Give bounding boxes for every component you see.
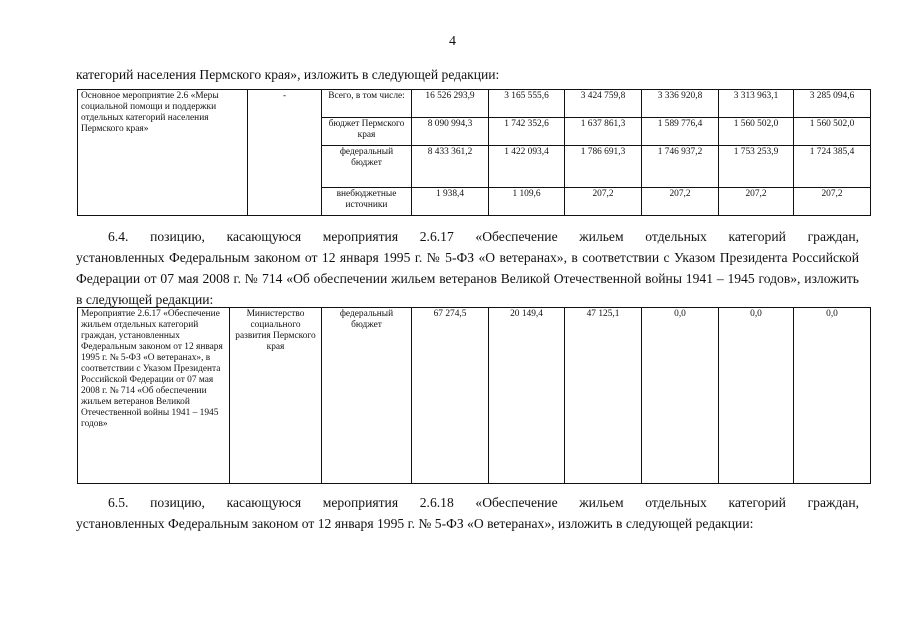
- source-cell: федеральный бюджет: [322, 308, 412, 484]
- value-cell: 1 422 093,4: [489, 146, 565, 188]
- value-cell: 47 125,1: [565, 308, 642, 484]
- value-cell: 207,2: [565, 188, 642, 216]
- value-cell: 1 589 776,4: [642, 118, 719, 146]
- funding-table-2-6-17: [77, 307, 871, 484]
- value-cell: 1 753 253,9: [719, 146, 794, 188]
- value-cell: 20 149,4: [489, 308, 565, 484]
- paragraph-6-4-rest: установленных Федеральным законом от 12 января 1995 г. № 5-ФЗ «О ветеранах», в соответствии с Указом Президента Российской Федерации от 07 мая 2008 г. № 714 «Об обеспечении жильем ветеранов Великой Отечественной войны 1941 – 1945 годов», изложить в следующей редакции:: [76, 250, 859, 307]
- value-cell: 207,2: [719, 188, 794, 216]
- executor-cell: -: [248, 90, 322, 216]
- source-cell: федеральный бюджет: [322, 146, 412, 188]
- executor-cell: Министерство социального развития Пермского края: [230, 308, 322, 484]
- value-cell: 3 424 759,8: [565, 90, 642, 118]
- value-cell: 8 433 361,2: [412, 146, 489, 188]
- value-cell: 1 637 861,3: [565, 118, 642, 146]
- value-cell: 0,0: [642, 308, 719, 484]
- value-cell: 1 724 385,4: [794, 146, 871, 188]
- event-cell: Основное мероприятие 2.6 «Меры социальной помощи и поддержки отдельных категорий населения Пермского края»: [78, 90, 248, 216]
- value-cell: 3 285 094,6: [794, 90, 871, 118]
- paragraph-6-5: [76, 492, 859, 534]
- value-cell: 207,2: [794, 188, 871, 216]
- value-cell: 1 746 937,2: [642, 146, 719, 188]
- value-cell: 1 786 691,3: [565, 146, 642, 188]
- source-cell: Всего, в том числе:: [322, 90, 412, 118]
- value-cell: 207,2: [642, 188, 719, 216]
- value-cell: 3 313 963,1: [719, 90, 794, 118]
- page-number: 4: [449, 34, 456, 49]
- paragraph-6-5-line1: 6.5. позицию, касающуюся мероприятия 2.6.18 «Обеспечение жильем отдельных категорий граждан,: [108, 495, 859, 510]
- value-cell: 3 336 920,8: [642, 90, 719, 118]
- value-cell: 0,0: [719, 308, 794, 484]
- value-cell: 1 742 352,6: [489, 118, 565, 146]
- table-row: [78, 308, 871, 484]
- value-cell: 67 274,5: [412, 308, 489, 484]
- value-cell: 1 560 502,0: [794, 118, 871, 146]
- table-row: [78, 90, 871, 118]
- value-cell: 1 560 502,0: [719, 118, 794, 146]
- source-cell: внебюджетные источники: [322, 188, 412, 216]
- event-cell: Мероприятие 2.6.17 «Обеспечение жильем отдельных категорий граждан, установленных Федеральным законом от 12 января 1995 г. № 5-ФЗ «О ветеранах», в соответствии с Указом Президента Российской Федерации от 07 мая 2008 г. № 714 «Об обеспечении жильем ветеранов Великой Отечественной войны 1941 – 1945 годов»: [78, 308, 230, 484]
- value-cell: 16 526 293,9: [412, 90, 489, 118]
- value-cell: 8 090 994,3: [412, 118, 489, 146]
- paragraph-6-5-rest: установленных Федеральным законом от 12 января 1995 г. № 5-ФЗ «О ветеранах», изложить в следующей редакции:: [76, 516, 754, 531]
- funding-table-2-6: [77, 89, 871, 216]
- value-cell: 1 109,6: [489, 188, 565, 216]
- value-cell: 3 165 555,6: [489, 90, 565, 118]
- source-cell: бюджет Пермского края: [322, 118, 412, 146]
- paragraph-6-4: [76, 226, 859, 310]
- intro-line: категорий населения Пермского края», изложить в следующей редакции:: [76, 67, 500, 82]
- paragraph-6-4-line1: 6.4. позицию, касающуюся мероприятия 2.6.17 «Обеспечение жильем отдельных категорий граждан,: [108, 229, 859, 244]
- value-cell: 0,0: [794, 308, 871, 484]
- value-cell: 1 938,4: [412, 188, 489, 216]
